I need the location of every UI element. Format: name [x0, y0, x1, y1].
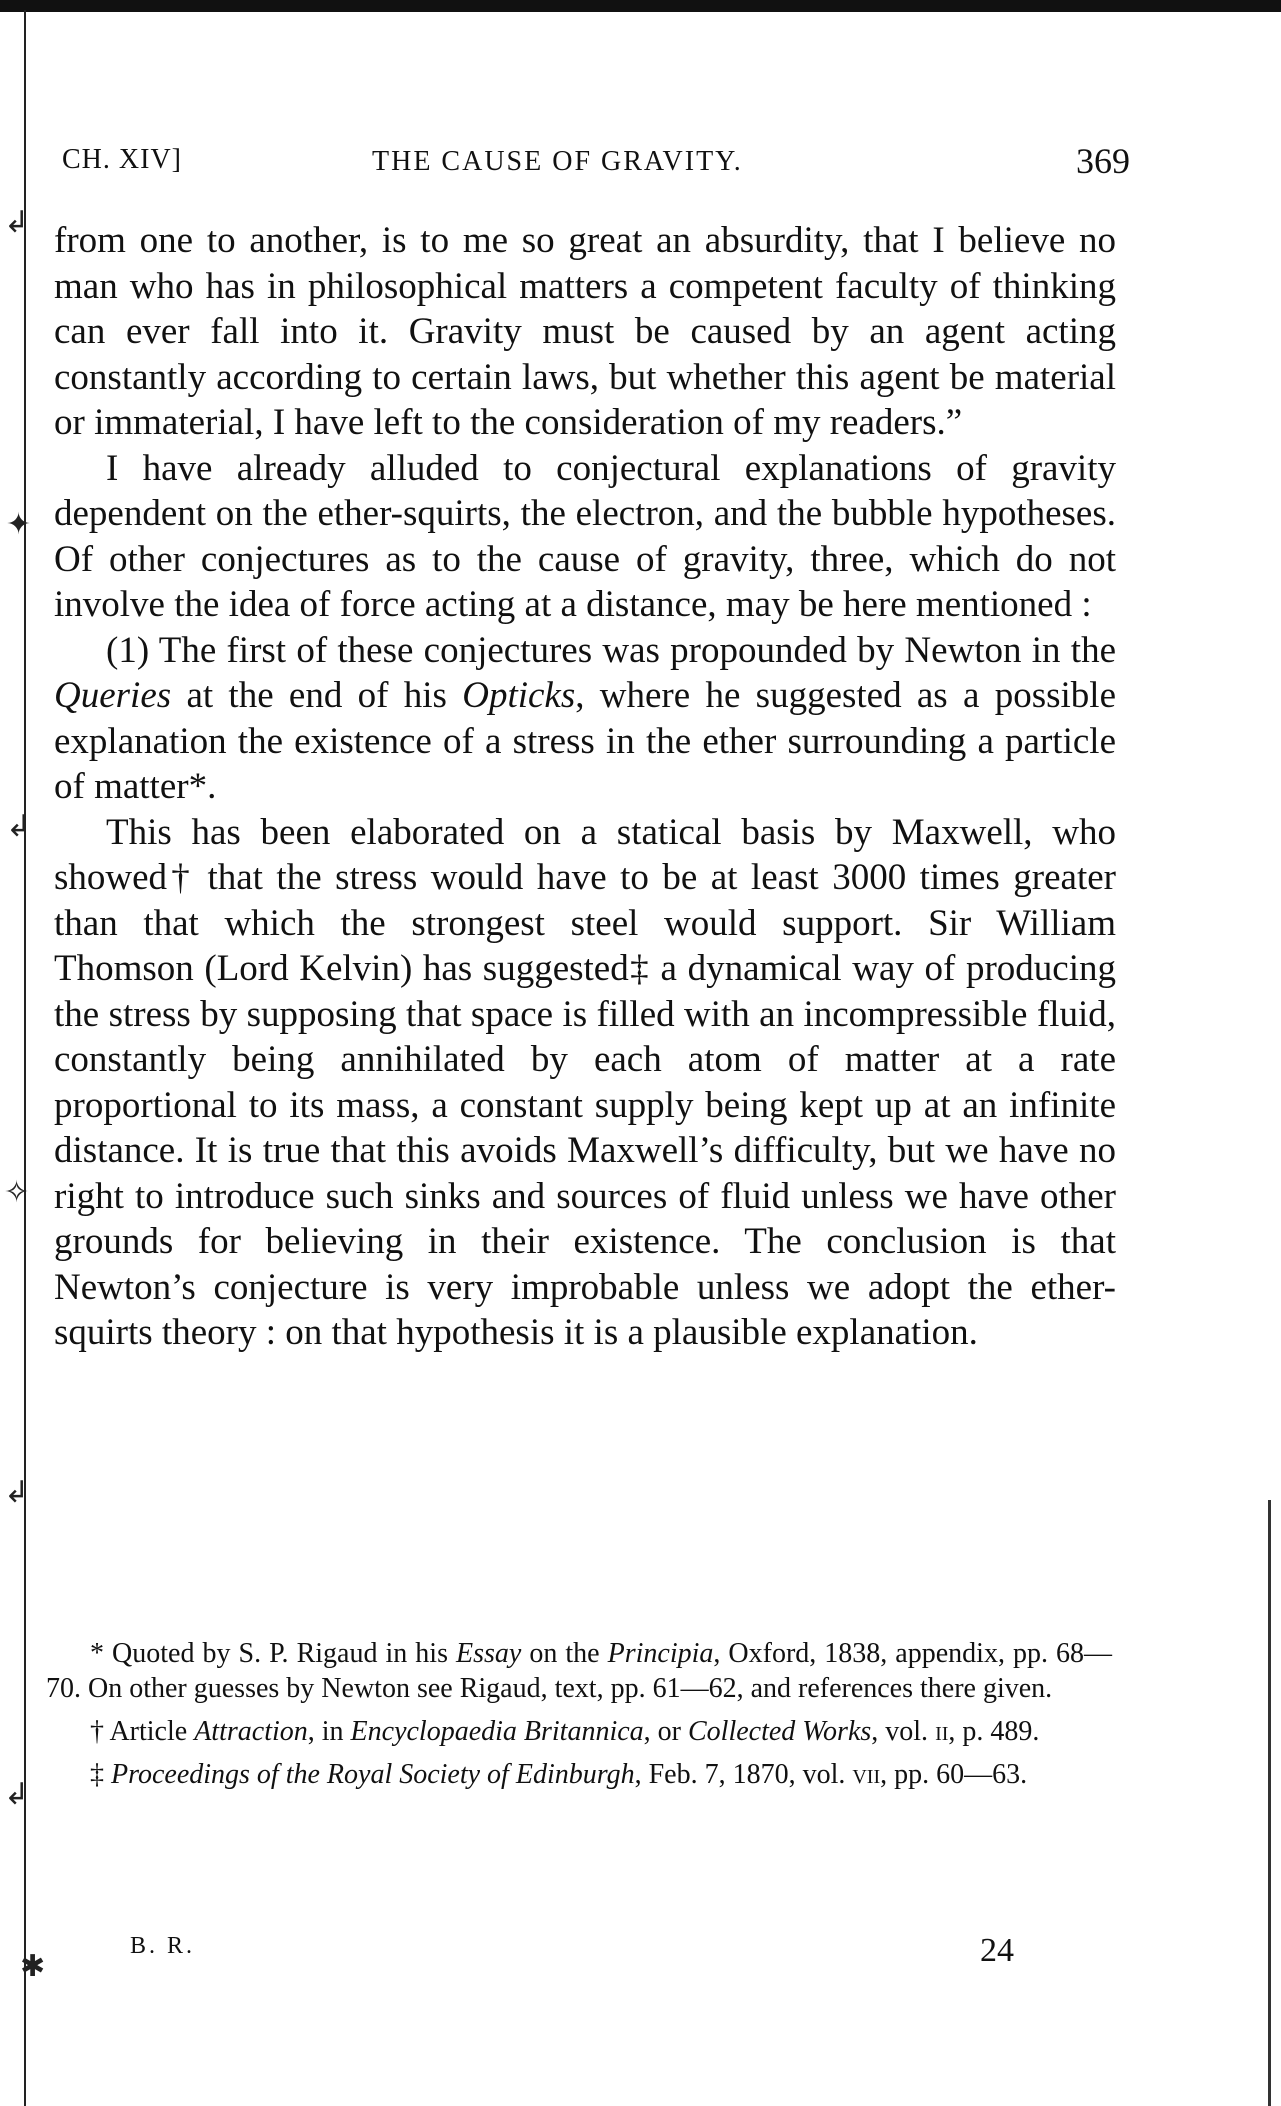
text-run: , p. 489.	[948, 1716, 1040, 1747]
italic-title: Attraction	[194, 1716, 308, 1747]
margin-mark: ↲	[4, 1475, 30, 1510]
page-right-edge	[1268, 1500, 1271, 2106]
footnote	[46, 1636, 1112, 1706]
margin-mark: ✦	[6, 507, 32, 542]
gathering-number: 24	[980, 1932, 1014, 1969]
footnotes	[46, 1636, 1112, 1800]
italic-title: Queries	[54, 675, 172, 716]
italic-title: Encyclopaedia Britannica	[350, 1716, 644, 1747]
text-run: (1) The first of these conjectures was propounded by Newton in the	[106, 629, 1116, 671]
text-run: at the end of his	[171, 675, 463, 716]
text-run: , Feb. 7, 1870, vol.	[634, 1759, 853, 1790]
paragraph: This has been elaborated on a statical basis by Maxwell, who showed† that the stress would have to be at least 3000 times greater than that which the strongest steel would support. Sir William Thomson (Lord Kelvin) has suggested‡ a dynamical way of producing the stress by supposing that space is filled with an incompressible fluid, constantly being annihilated by each atom of matter at a rate proportional to its mass, a constant supply being kept up at an infinite distance. It is true that this avoids Maxwell’s difficulty, but we have no right to introduce such sinks and sources of fluid unless we have other grounds for believing in their existence. The conclusion is that Newton’s conjecture is very improbable unless we adopt the ether-squirts theory : on that hypothesis it is a plausible explanation.	[54, 811, 1116, 1353]
chapter-label: CH. XIV]	[62, 144, 182, 175]
volume-numeral: ii	[935, 1716, 949, 1747]
margin-mark: ✱	[20, 1949, 46, 1984]
page-top-border	[0, 0, 1281, 12]
running-title: THE CAUSE OF GRAVITY.	[372, 146, 743, 177]
text-run: on the	[521, 1638, 608, 1669]
text-run: , Oxford, 1838, appendix, pp. 68—70. On other guesses by Newton see Rigaud, text, pp. 61—62, and references there given.	[46, 1638, 1112, 1704]
italic-title: Proceedings of the Royal Society of Edinburgh	[111, 1759, 635, 1790]
margin-mark: ↲	[4, 205, 30, 240]
footnote	[46, 1757, 1112, 1792]
text-run: , in	[307, 1716, 351, 1747]
margin-mark: ↲	[6, 809, 32, 844]
main-text	[54, 218, 1116, 1356]
paragraph	[54, 628, 1116, 810]
text-run: ‡	[90, 1759, 111, 1790]
italic-title: Opticks	[462, 675, 576, 716]
running-header	[62, 140, 1130, 190]
margin-mark: ↲	[4, 1777, 30, 1812]
signature-mark: B. R.	[130, 1933, 196, 1959]
text-run: , where he suggested as a possible explanation the existence of a stress in the ether surrounding a particle of matter*.	[54, 675, 1116, 807]
paragraph: I have already alluded to conjectural explanations of gravity dependent on the ether-squirts, the electron, and the bubble hypotheses. Of other conjectures as to the cause of gravity, three, which do not involve the idea of force acting at a distance, may be here mentioned :	[54, 447, 1116, 625]
paragraph: from one to another, is to me so great an absurdity, that I believe no man who has in philosophical matters a competent faculty of thinking can ever fall into it. Gravity must be caused by an agent acting constantly according to certain laws, but whether this agent be material or immaterial, I have left to the consideration of my readers.”	[54, 220, 1116, 443]
text-run: † Article	[90, 1716, 195, 1747]
italic-title: Principia	[607, 1638, 714, 1669]
text-run: * Quoted by S. P. Rigaud in his	[90, 1638, 456, 1669]
text-run: , pp. 60—63.	[880, 1759, 1028, 1790]
italic-title: Collected Works	[688, 1716, 872, 1747]
italic-title: Essay	[456, 1638, 522, 1669]
page-number: 369	[1076, 141, 1130, 181]
text-run: , or	[643, 1716, 688, 1747]
margin-mark: ✧	[4, 1175, 30, 1210]
footnote	[46, 1714, 1112, 1749]
volume-numeral: vii	[852, 1759, 881, 1790]
text-run: , vol.	[871, 1716, 936, 1747]
